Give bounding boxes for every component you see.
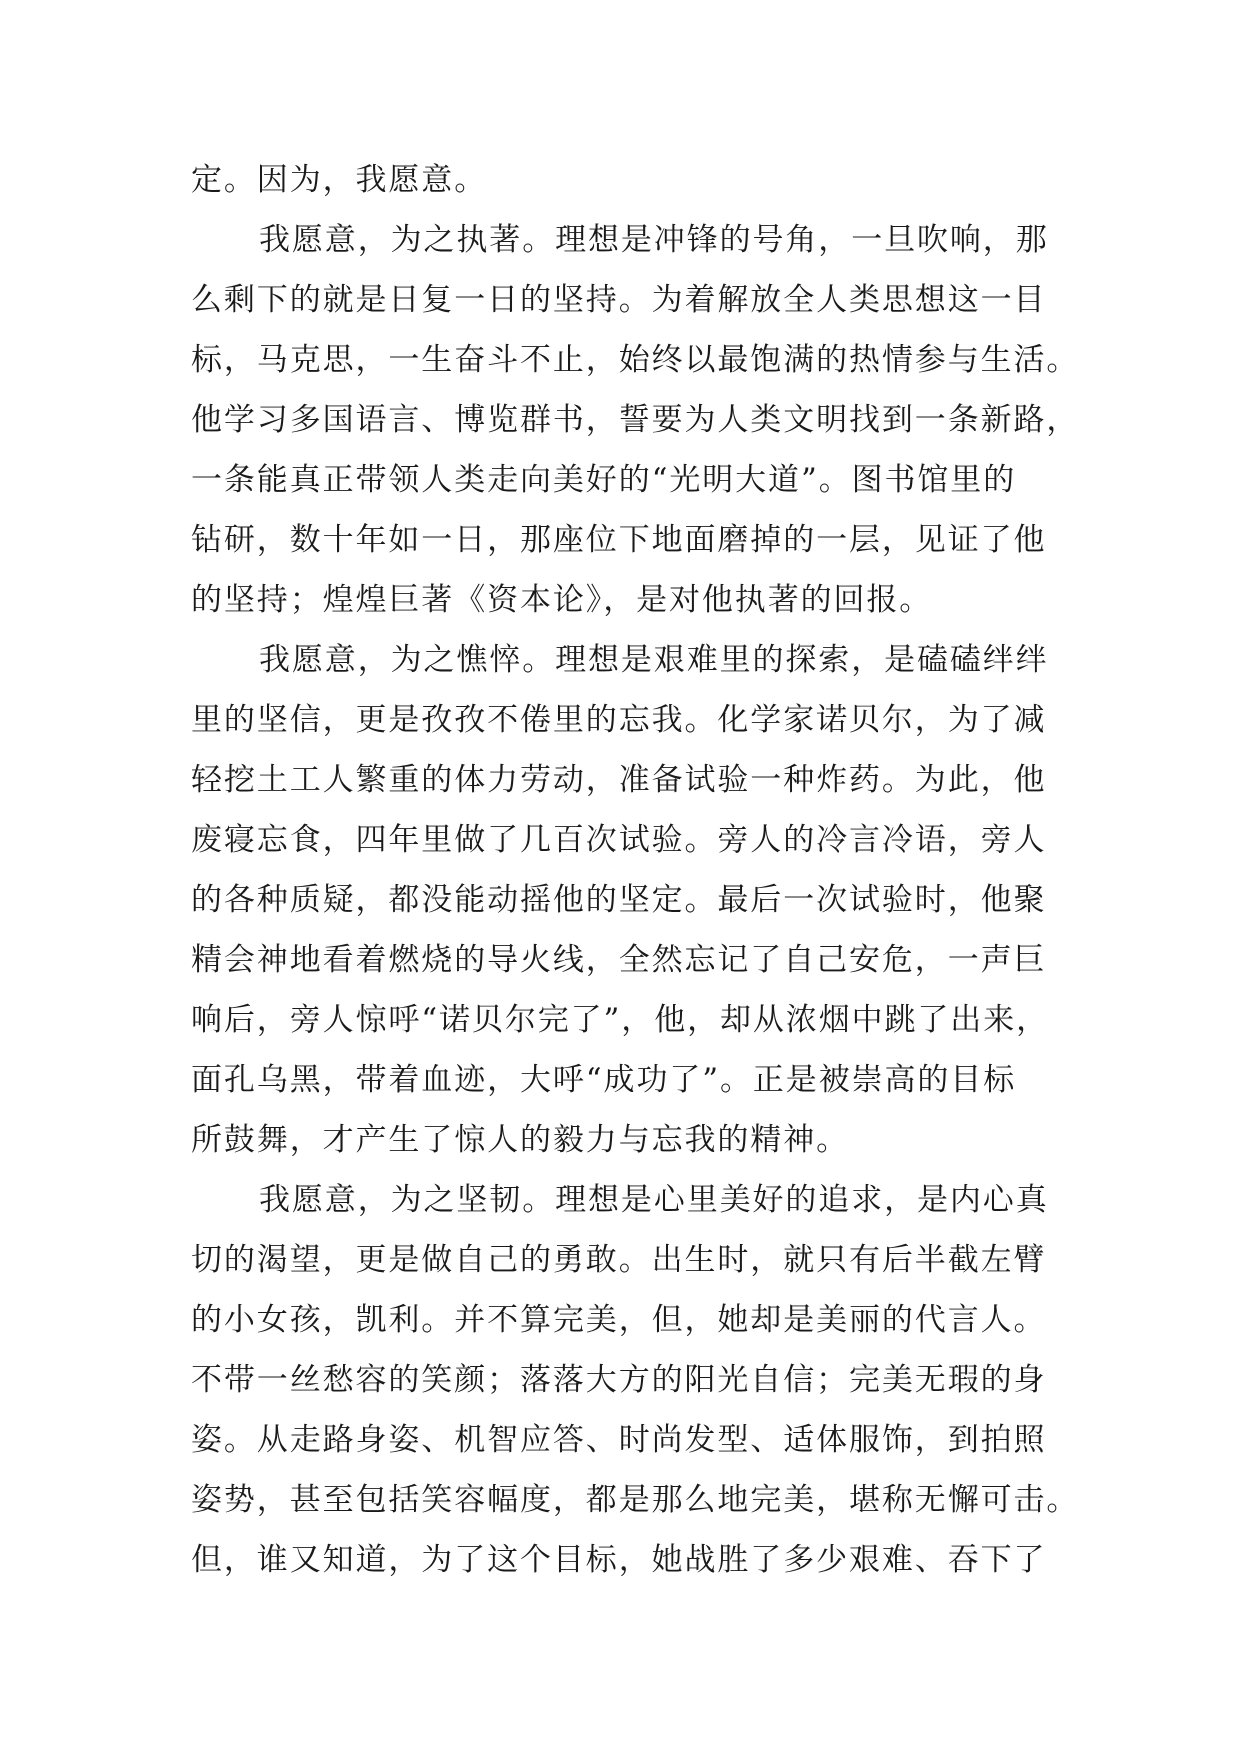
text-line: 钻研，数十年如一日，那座位下地面磨掉的一层，见证了他 — [191, 522, 1047, 558]
text-line: 他学习多国语言、博览群书，誓要为人类文明找到一条新路， — [191, 402, 1080, 438]
text-line: 面孔乌黑，带着血迹，大呼“成功了”。正是被崇高的目标 — [191, 1062, 1017, 1098]
text-line: 标，马克思，一生奋斗不止，始终以最饱满的热情参与生活。 — [191, 342, 1080, 378]
text-line: 么剩下的就是日复一日的坚持。为着解放全人类思想这一目 — [191, 282, 1047, 318]
text-line: 不带一丝愁容的笑颜；落落大方的阳光自信；完美无瑕的身 — [191, 1362, 1047, 1398]
text-line: 精会神地看着燃烧的导火线，全然忘记了自己安危，一声巨 — [191, 942, 1047, 978]
text-line: 但，谁又知道，为了这个目标，她战胜了多少艰难、吞下了 — [191, 1542, 1047, 1578]
body-text — [191, 150, 1080, 1590]
text-line: 响后，旁人惊呼“诺贝尔完了”，他，却从浓烟中跳了出来， — [191, 1002, 1049, 1038]
text-line: 轻挖土工人繁重的体力劳动，准备试验一种炸药。为此，他 — [191, 762, 1047, 798]
text-line: 所鼓舞，才产生了惊人的毅力与忘我的精神。 — [191, 1122, 849, 1158]
text-line: 一条能真正带领人类走向美好的“光明大道”。图书馆里的 — [191, 462, 1017, 498]
text-line: 切的渴望，更是做自己的勇敢。出生时，就只有后半截左臂 — [191, 1242, 1047, 1278]
text-line: 废寝忘食，四年里做了几百次试验。旁人的冷言冷语，旁人 — [191, 822, 1047, 858]
paragraph-first-line: 我愿意，为之坚韧。理想是心里美好的追求，是内心真 — [259, 1182, 1049, 1218]
text-line: 定。因为，我愿意。 — [191, 162, 488, 198]
text-line: 姿。从走路身姿、机智应答、时尚发型、适体服饰，到拍照 — [191, 1422, 1047, 1458]
paragraph-first-line: 我愿意，为之憔悴。理想是艰难里的探索，是磕磕绊绊 — [259, 642, 1049, 678]
text-line: 的小女孩，凯利。并不算完美，但，她却是美丽的代言人。 — [191, 1302, 1047, 1338]
text-line: 里的坚信，更是孜孜不倦里的忘我。化学家诺贝尔，为了减 — [191, 702, 1047, 738]
text-line: 的各种质疑，都没能动摇他的坚定。最后一次试验时，他聚 — [191, 882, 1047, 918]
paragraph-first-line: 我愿意，为之执著。理想是冲锋的号角，一旦吹响，那 — [259, 222, 1049, 258]
text-line: 姿势，甚至包括笑容幅度，都是那么地完美，堪称无懈可击。 — [191, 1482, 1080, 1518]
text-line: 的坚持；煌煌巨著《资本论》，是对他执著的回报。 — [191, 582, 933, 618]
